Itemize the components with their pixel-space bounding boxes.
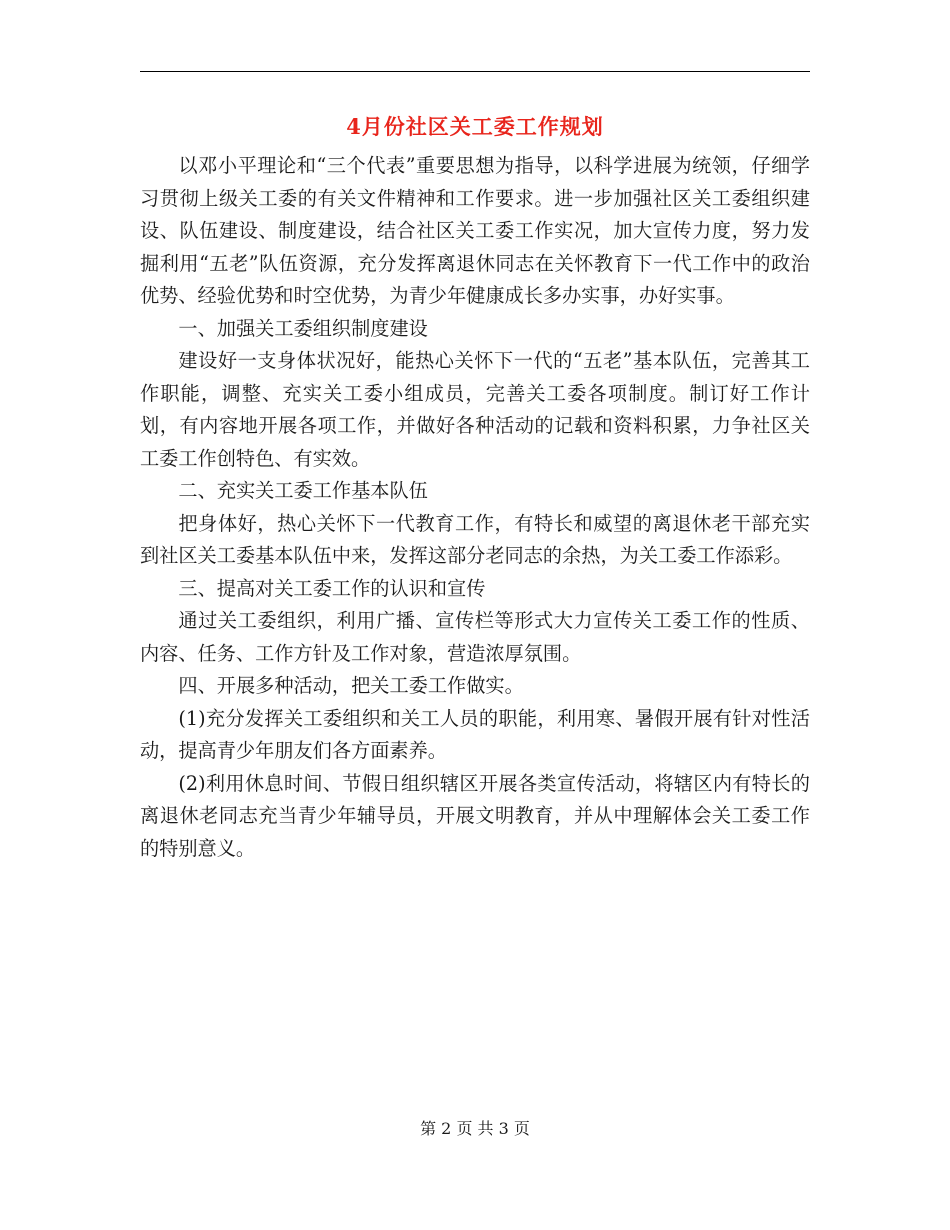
document-title: 4月份社区关工委工作规划 bbox=[346, 114, 604, 139]
list-item-1: (1)充分发挥关工委组织和关工人员的职能，利用寒、暑假开展有针对性活动，提高青少年朋友们各方面素养。 bbox=[140, 706, 810, 762]
document-body bbox=[140, 150, 810, 865]
section-paragraph-2: 把身体好，热心关怀下一代教育工作，有特长和威望的离退休老干部充实到社区关工委基本队伍中来，发挥这部分老同志的余热，为关工委工作添彩。 bbox=[140, 511, 810, 567]
section-paragraph-1: 建设好一支身体状况好，能热心关怀下一代的“五老”基本队伍，完善其工作职能，调整、充实关工委小组成员，完善关工委各项制度。制订好工作计划，有内容地开展各项工作，并做好各种活动的记载和资料积累，力争社区关工委工作创特色、有实效。 bbox=[140, 349, 810, 470]
page-number: 第 2 页 共 3 页 bbox=[420, 1119, 530, 1138]
section-heading-2: 二、充实关工委工作基本队伍 bbox=[178, 479, 428, 502]
section-heading-4: 四、开展多种活动，把关工委工作做实。 bbox=[178, 674, 524, 697]
list-item-2: (2)利用休息时间、节假日组织辖区开展各类宣传活动，将辖区内有特长的离退休老同志充当青少年辅导员，开展文明教育，并从中理解体会关工委工作的特别意义。 bbox=[140, 771, 810, 860]
intro-paragraph: 以邓小平理论和“三个代表”重要思想为指导，以科学进展为统领，仔细学习贯彻上级关工委的有关文件精神和工作要求。进一步加强社区关工委组织建设、队伍建设、制度建设，结合社区关工委工作实况，加大宣传力度，努力发掘利用“五老”队伍资源，充分发挥离退休同志在关怀教育下一代工作中的政治优势、经验优势和时空优势，为青少年健康成长多办实事，办好实事。 bbox=[140, 154, 810, 307]
page-footer bbox=[0, 1118, 950, 1140]
section-heading-1: 一、加强关工委组织制度建设 bbox=[178, 316, 428, 340]
section-paragraph-3: 通过关工委组织，利用广播、宣传栏等形式大力宣传关工委工作的性质、内容、任务、工作方针及工作对象，营造浓厚氛围。 bbox=[140, 609, 810, 665]
header-rule bbox=[140, 71, 810, 72]
section-heading-3: 三、提高对关工委工作的认识和宣传 bbox=[178, 576, 486, 600]
